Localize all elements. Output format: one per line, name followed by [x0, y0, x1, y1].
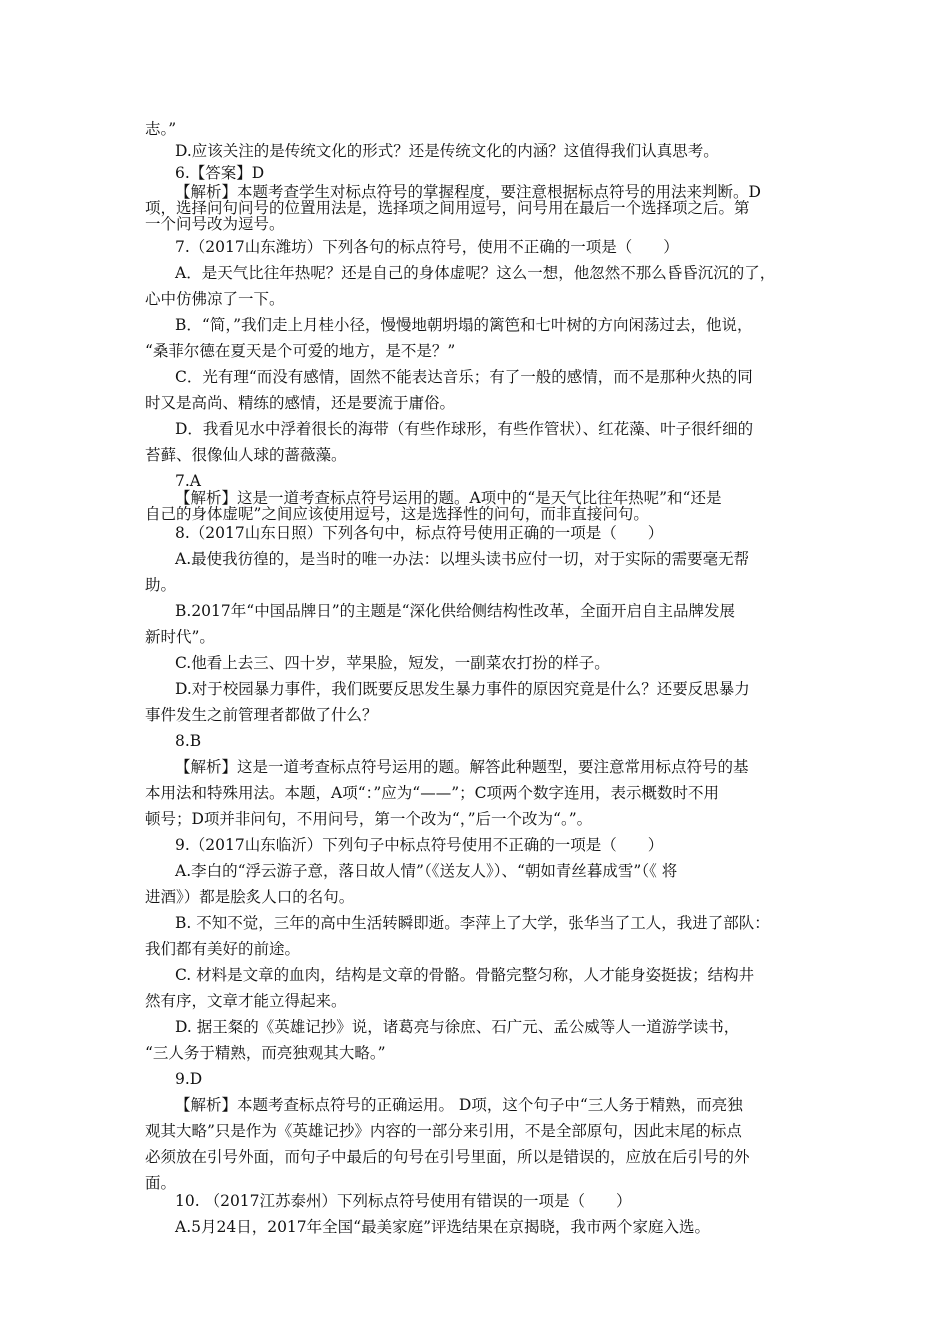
- analysis-6-line: 项，选择问句问号的位置用法是，选择项之间用逗号，问号用在最后一个选择项之后。第: [145, 199, 750, 217]
- q8-option-a: A.最使我彷徨的，是当时的唯一办法：以埋头读书应付一切，对于实际的需要毫无帮: [175, 550, 750, 568]
- answer-7: 7.A: [175, 472, 201, 490]
- q7-option-c-cont: 时又是高尚、精练的感情，还是要流于庸俗。: [145, 394, 456, 412]
- q9-option-c: C. 材料是文章的血肉，结构是文章的骨骼。骨骼完整匀称，人才能身姿挺拔；结构井: [175, 966, 755, 984]
- question-8: 8.（2017山东日照）下列各句中，标点符号使用正确的一项是（ ）: [175, 524, 664, 542]
- analysis-8-line: 顿号；D项并非问句，不用问号，第一个改为“，”后一个改为“。”。: [145, 810, 593, 828]
- q7-option-b-cont: “桑菲尔德在夏天是个可爱的地方，是不是？”: [145, 342, 456, 360]
- q10-option-a: A.5月24日，2017年全国“最美家庭”评选结果在京揭晓，我市两个家庭入选。: [175, 1218, 711, 1236]
- answer-6: 6.【答案】D: [175, 164, 265, 182]
- q8-option-c: C.他看上去三、四十岁，苹果脸，短发，一副菜农打扮的样子。: [175, 654, 610, 672]
- analysis-9-line: 必须放在引号外面，而句子中最后的句号在引号里面，所以是错误的，应放在后引号的外: [145, 1148, 750, 1166]
- answer-9: 9.D: [175, 1070, 203, 1088]
- analysis-9-line: 观其大略”只是作为《英雄记抄》内容的一部分来引用，不是全部原句，因此末尾的标点: [145, 1122, 742, 1140]
- q9-option-c-cont: 然有序，文章才能立得起来。: [145, 992, 347, 1010]
- q8-option-b-cont: 新时代”。: [145, 628, 215, 646]
- q9-option-a: A.李白的“浮云游子意，落日故人情”（《送友人》）、“朝如青丝暮成雪”（《 将: [175, 862, 678, 880]
- q7-option-a-cont: 心中仿佛凉了一下。: [145, 290, 285, 308]
- analysis-8-line: 本用法和特殊用法。本题，A项“：”应为“——”；C项两个数字连用，表示概数时不用: [145, 784, 720, 802]
- q9-option-a-cont: 进酒》）都是脍炙人口的名句。: [145, 888, 355, 906]
- question-9: 9.（2017山东临沂）下列句子中标点符号使用不正确的一项是（ ）: [175, 836, 664, 854]
- q8-option-b: B.2017年“中国品牌日”的主题是“深化供给侧结构性改革，全面开启自主品牌发展: [175, 602, 736, 620]
- analysis-7-line: 【解析】这是一道考查标点符号运用的题。A项中的“是天气比往年热呢”和“还是: [175, 489, 722, 507]
- q8-option-a-cont: 助。: [145, 576, 177, 594]
- analysis-9-line: 面。: [145, 1174, 177, 1192]
- q7-option-d-cont: 苔藓、很像仙人球的蔷薇藻。: [145, 446, 347, 464]
- analysis-6-line: 一个问号改为逗号。: [145, 215, 285, 233]
- analysis-9-line: 【解析】本题考查标点符号的正确运用。 D项，这个句子中“三人务于精熟，而亮独: [175, 1096, 743, 1114]
- q7-option-b: B．“简，”我们走上月桂小径，慢慢地朝坍塌的篱笆和七叶树的方向闲荡过去，他说，: [175, 316, 753, 334]
- answer-8: 8.B: [175, 732, 202, 750]
- question-7: 7.（2017山东潍坊）下列各句的标点符号，使用不正确的一项是（ ）: [175, 238, 679, 256]
- q9-option-d: D. 据王粲的《英雄记抄》说，诸葛亮与徐庶、石广元、孟公威等人一道游学读书，: [175, 1018, 740, 1036]
- q7-option-a: A．是天气比往年热呢？还是自己的身体虚呢？这么一想，他忽然不那么昏昏沉沉的了，: [175, 264, 776, 282]
- text-line: 志。”: [145, 120, 177, 138]
- q9-option-b: B. 不知不觉，三年的高中生活转瞬即逝。李萍上了大学，张华当了工人，我进了部队：: [175, 914, 770, 932]
- question-10: 10. （2017江苏泰州）下列标点符号使用有错误的一项是（ ）: [175, 1192, 632, 1210]
- q9-option-b-cont: 我们都有美好的前途。: [145, 940, 301, 958]
- analysis-8-line: 【解析】这是一道考查标点符号运用的题。解答此种题型，要注意常用标点符号的基: [175, 758, 749, 776]
- analysis-6-line: 【解析】本题考查学生对标点符号的掌握程度，要注意根据标点符号的用法来判断。D: [175, 183, 761, 201]
- q8-option-d-cont: 事件发生之前管理者都做了什么？: [145, 706, 378, 724]
- analysis-7-line: 自己的身体虚呢”之间应该使用逗号，这是选择性的问句，而非直接问句。: [145, 505, 649, 523]
- q8-option-d: D.对于校园暴力事件，我们既要反思发生暴力事件的原因究竟是什么？还要反思暴力: [175, 680, 750, 698]
- q7-option-c: C．光有理“而没有感情，固然不能表达音乐；有了一般的感情，而不是那种火热的同: [175, 368, 753, 386]
- q7-option-d: D．我看见水中浮着很长的海带（有些作球形，有些作管状）、红花藻、叶子很纤细的: [175, 420, 754, 438]
- option-d-line: D.应该关注的是传统文化的形式？还是传统文化的内涵？这值得我们认真思考。: [175, 142, 719, 160]
- q9-option-d-cont: “三人务于精熟，而亮独观其大略。”: [145, 1044, 386, 1062]
